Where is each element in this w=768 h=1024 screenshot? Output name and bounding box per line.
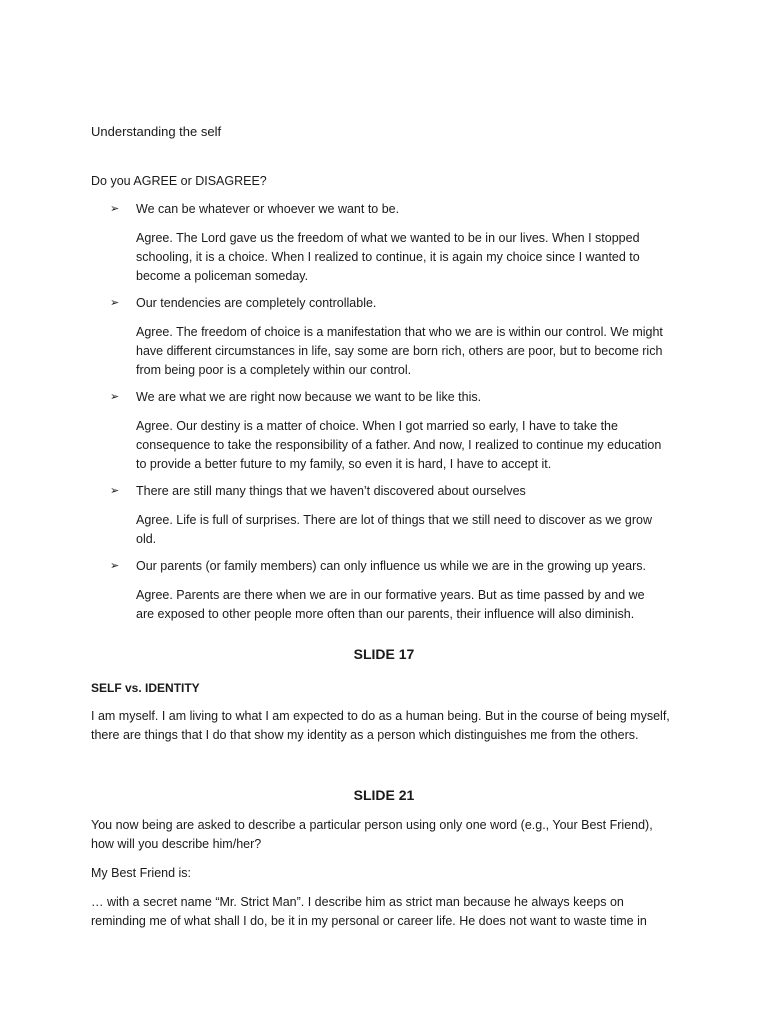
best-friend-lead: My Best Friend is:	[91, 866, 192, 880]
statement-text: Our parents (or family members) can only influence us while we are in the growing up years.	[136, 559, 646, 573]
list-item	[110, 200, 680, 286]
slide-17-heading: SLIDE 17	[353, 646, 415, 662]
slide-21-prompt: You now being are asked to describe a particular person using only one word (e.g., Your Best Friend), how will you describe him/her?	[91, 818, 653, 851]
answer-text: Agree. Life is full of surprises. There are lot of things that we still need to discover as we grow old.	[136, 513, 652, 546]
self-vs-identity-label: SELF vs. IDENTITY	[91, 681, 200, 695]
agree-disagree-question: Do you AGREE or DISAGREE?	[91, 174, 267, 188]
statement-text: We are what we are right now because we want to be like this.	[136, 390, 482, 404]
list-item	[110, 294, 680, 380]
answer-text: Agree. Our destiny is a matter of choice. When I got married so early, I have to take the consequence to take the responsibility of a father. And now, I realized to continue my education to provide a better future to my family, so even it is hard, I have to accept it.	[136, 419, 662, 471]
list-item	[110, 388, 680, 474]
list-item	[110, 557, 680, 624]
answer-text: Agree. The Lord gave us the freedom of what we wanted to be in our lives. When I stopped schooling, it is a choice. When I realized to continue, it is again my choice since I wanted to become a policeman someday.	[136, 231, 640, 283]
slide-21-paragraph: … with a secret name “Mr. Strict Man”. I describe him as strict man because he always keeps on reminding me of what shall I do, be it in my personal or career life. He does not want to waste time in	[91, 895, 647, 928]
statement-list	[110, 200, 680, 632]
statement-text: There are still many things that we haven’t discovered about ourselves	[136, 484, 526, 498]
statement-text: Our tendencies are completely controllable.	[136, 296, 377, 310]
slide-21-heading: SLIDE 21	[353, 787, 415, 803]
list-item	[110, 482, 680, 549]
document-title: Understanding the self	[91, 124, 222, 139]
arrow-bullet-icon: ➢	[110, 391, 120, 403]
answer-text: Agree. The freedom of choice is a manifestation that who we are is within our control. We might have different circumstances in life, say some are born rich, others are poor, but to become rich from being poor is a completely within our control.	[136, 325, 663, 377]
arrow-bullet-icon: ➢	[110, 560, 120, 572]
arrow-bullet-icon: ➢	[110, 203, 120, 215]
arrow-bullet-icon: ➢	[110, 297, 120, 309]
answer-text: Agree. Parents are there when we are in our formative years. But as time passed by and we are exposed to other people more often than our parents, their influence will also diminish.	[136, 588, 645, 621]
arrow-bullet-icon: ➢	[110, 485, 120, 497]
slide-17-paragraph: I am myself. I am living to what I am expected to do as a human being. But in the course of being myself, there are things that I do that show my identity as a person which distinguishes me from the others.	[91, 709, 670, 742]
statement-text: We can be whatever or whoever we want to be.	[136, 202, 400, 216]
